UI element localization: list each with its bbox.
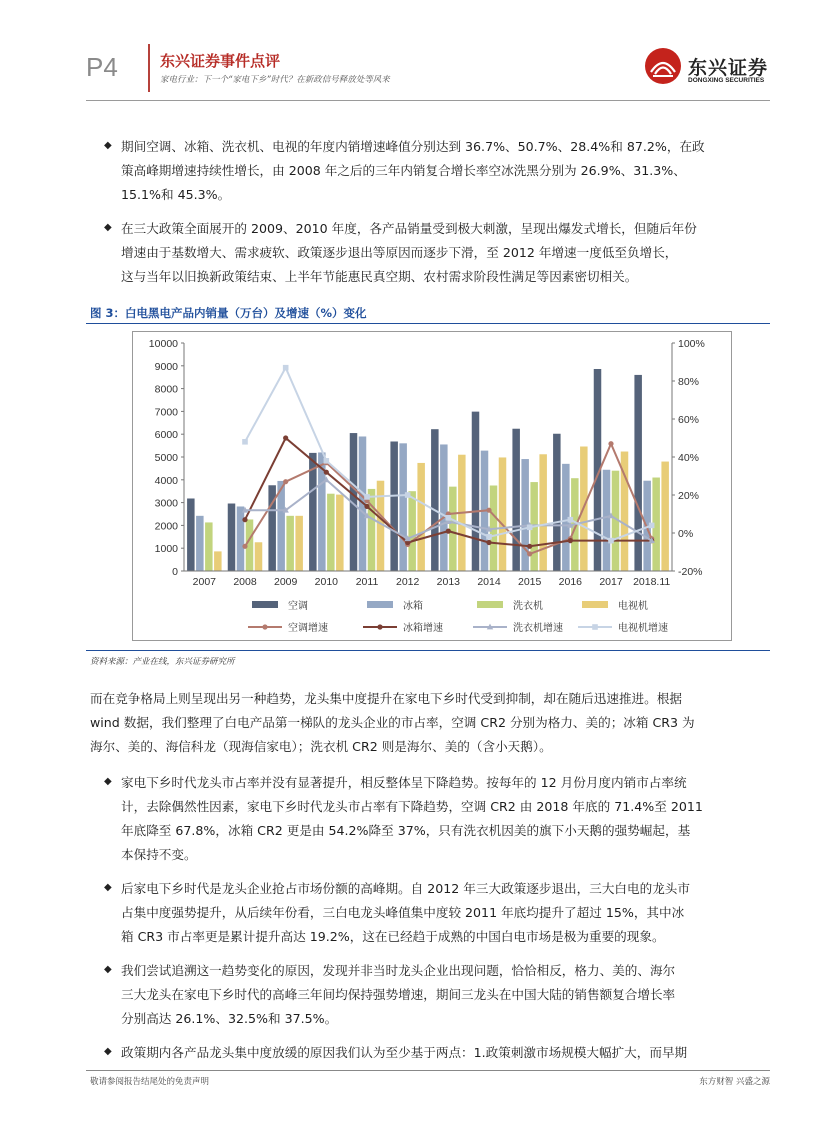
left-tick-label: 5000 <box>154 452 178 464</box>
text-line <box>121 771 687 795</box>
bullet-text-line: 策高峰期增速持续性增长，由 2008 年之后的三年内销复合增长率空冰洗黑分别为 26.9%、31.3%、 <box>121 163 686 178</box>
left-tick-label: 8000 <box>154 383 178 396</box>
bullet-diamond-icon: ◆ <box>104 776 112 787</box>
legend-label: 空调增速 <box>288 623 328 634</box>
bullet-text-line: 增速由于基数增大、需求疲软、政策逐步退出等原因而逐步下滑，至 2012 年增速一度低至负增长， <box>121 245 678 260</box>
bar-冰箱 <box>440 444 448 571</box>
point-电视机增速 <box>446 515 452 521</box>
text-span: 我们尝试追溯这一趋势变化的原因，发现并非当时龙头企业出现问题，恰恰相反， <box>121 963 575 978</box>
category-label: 2008 <box>233 576 257 588</box>
text-line <box>90 735 552 759</box>
bullet-diamond-icon: ◆ <box>104 140 112 151</box>
text-line <box>121 795 703 819</box>
figure-title: 图 3：白电黑电产品内销量（万台）及增速（%）变化 <box>90 306 367 320</box>
bar-空调 <box>431 429 439 571</box>
bar-电视机 <box>214 551 222 571</box>
text-span: 分别高达 26.1%、32.5%和 37.5%。 <box>121 1011 338 1026</box>
category-label: 2014 <box>477 576 501 588</box>
category-label: 2016 <box>558 576 583 588</box>
bold-text: 后家电下乡时代是龙头企业抢占市场份额的高峰期 <box>121 881 399 896</box>
bullet-text-line: 在三大政策全面展开的 2009、2010 年度，各产品销量受到极大刺激，呈现出爆发式增长，但随后年份 <box>121 221 697 236</box>
bar-电视机 <box>295 516 303 571</box>
text-span: 箱 CR3 市占率更是累计提升高达 19.2%，这在已经趋于成熟的中国白电市场是极为重要的现象。 <box>121 929 665 944</box>
category-label: 2018.11 <box>633 576 671 588</box>
text-span: 。自 2012 年三大政策逐步退出，三大白电的龙头市 <box>398 881 690 896</box>
left-tick-label: 9000 <box>154 360 178 373</box>
header-divider <box>148 44 150 92</box>
text-line <box>121 843 197 867</box>
bar-洗衣机 <box>286 516 294 571</box>
right-tick-label: 100% <box>678 338 705 350</box>
bar-电视机 <box>661 462 669 571</box>
bold-text: 三大龙头在家电下乡时代的高峰三年间均保持强势增速 <box>121 987 424 1002</box>
point-电视机增速 <box>649 523 655 529</box>
category-label: 2007 <box>192 576 217 588</box>
bullet-text-line: 15.1%和 45.3%。 <box>121 187 231 202</box>
footer-rule <box>86 1070 770 1071</box>
bar-冰箱 <box>399 443 407 571</box>
right-tick-label: 0% <box>678 528 694 540</box>
point-电视机增速 <box>242 439 248 445</box>
legend-label: 电视机 <box>618 601 648 612</box>
point-电视机增速 <box>568 517 574 523</box>
report-series-title: 东兴证券事件点评 <box>160 52 281 70</box>
category-label: 2013 <box>436 576 461 588</box>
text-line <box>121 819 690 843</box>
point-空调增速 <box>486 508 491 513</box>
text-line <box>121 1007 337 1031</box>
disclaimer-note: 敬请参阅报告结尾处的免责声明 <box>90 1077 210 1087</box>
point-电视机增速 <box>364 494 370 500</box>
bullet-text-line: 这与当年以旧换新政策结束、上半年节能惠民真空期、农村需求阶段性满足等因素密切相关。 <box>121 269 638 284</box>
text-span: 占集中度强势提升，从后续年份看，三白电龙头峰值集中度较 2011 年底均提升了超过 15%，其中冰 <box>121 905 685 920</box>
bar-洗衣机 <box>205 522 213 571</box>
text-line <box>121 877 690 901</box>
point-冰箱增速 <box>364 504 369 509</box>
legend-label: 洗衣机增速 <box>513 623 563 634</box>
point-空调增速 <box>527 551 532 556</box>
text-span: 本保持不变。 <box>121 847 197 862</box>
bar-冰箱 <box>196 516 204 571</box>
logo-text-en: DONGXING SECURITIES <box>688 77 765 84</box>
bar-洗衣机 <box>408 491 416 571</box>
point-电视机增速 <box>324 458 330 464</box>
legend-label: 洗衣机 <box>513 601 543 612</box>
point-空调增速 <box>242 544 247 549</box>
legend-swatch <box>252 601 278 608</box>
point-电视机增速 <box>283 365 289 371</box>
text-span: wind 数据，我们整理了白电产品第一梯队的龙头企业的市占率，空调 CR2 分别为格力、美的；冰箱 CR3 为 <box>90 715 695 730</box>
category-label: 2012 <box>395 576 420 588</box>
legend-swatch <box>367 601 393 608</box>
legend-marker <box>592 624 598 630</box>
left-tick-label: 1000 <box>154 543 178 556</box>
text-span: 而在竞争格局上则呈现出另一种趋势， <box>90 691 305 706</box>
point-电视机增速 <box>527 525 533 531</box>
text-span: ，期间三龙头在中国大陆的销售额复合增长率 <box>423 987 676 1002</box>
bar-洗衣机 <box>327 494 335 571</box>
text-span: 海尔、美的、海信科龙（现海信家电）；洗衣机 CR2 则是海尔、美的（含小天鹅）。 <box>90 739 552 754</box>
logo-text-cn: 东兴证券 <box>688 57 769 79</box>
bold-text: 格力、美的、海尔 <box>574 963 676 978</box>
point-电视机增速 <box>608 538 614 544</box>
point-冰箱增速 <box>486 540 491 545</box>
right-tick-label: 80% <box>678 376 700 388</box>
footer-slogan: 东方财智 兴盛之源 <box>699 1077 770 1087</box>
right-tick-label: -20% <box>678 566 703 578</box>
figure-source: 资料来源：产业在线，东兴证券研究所 <box>90 657 235 667</box>
legend-label: 冰箱增速 <box>403 623 443 634</box>
point-空调增速 <box>283 479 288 484</box>
text-line <box>121 959 675 983</box>
point-冰箱增速 <box>527 544 532 549</box>
category-label: 2015 <box>517 576 542 588</box>
legend-label: 电视机增速 <box>618 623 668 634</box>
text-line <box>121 1041 687 1065</box>
legend-swatch <box>477 601 503 608</box>
text-line <box>121 901 684 925</box>
text-span: 年底降至 67.8%，冰箱 CR2 更是由 54.2%降至 37%，只有洗衣机因美的旗下小天鹅的强势崛起，基 <box>121 823 691 838</box>
right-tick-label: 20% <box>678 490 700 502</box>
legend-marker <box>262 624 267 629</box>
left-tick-label: 3000 <box>154 497 178 510</box>
bar-空调 <box>187 498 195 571</box>
bar-空调 <box>472 412 480 571</box>
point-冰箱增速 <box>283 435 288 440</box>
category-label: 2011 <box>355 576 379 588</box>
left-tick-label: 0 <box>172 566 178 578</box>
category-label: 2017 <box>599 576 623 588</box>
point-电视机增速 <box>486 534 492 540</box>
category-label: 2009 <box>273 576 298 588</box>
point-冰箱增速 <box>568 538 573 543</box>
left-tick-label: 7000 <box>154 406 178 419</box>
page-number: P4 <box>86 52 118 82</box>
bullet-diamond-icon: ◆ <box>104 222 112 233</box>
dongxing-logo-icon <box>645 48 681 84</box>
right-tick-label: 60% <box>678 414 700 426</box>
bullet-text-line: 期间空调、冰箱、洗衣机、电视的年度内销增速峰值分别达到 36.7%、50.7%、28.4%和 87.2%，在政 <box>121 139 705 154</box>
bullet-diamond-icon: ◆ <box>104 1046 112 1057</box>
bar-冰箱 <box>237 506 245 571</box>
bar-空调 <box>553 434 561 571</box>
text-line <box>121 983 675 1007</box>
source-rule <box>86 650 770 651</box>
bar-空调 <box>390 441 398 571</box>
bar-电视机 <box>336 495 344 571</box>
bar-洗衣机 <box>449 487 457 571</box>
legend-label: 空调 <box>288 601 308 612</box>
bar-电视机 <box>539 454 547 571</box>
bold-text: 家电下乡时代龙头市占率并没有显著提升，相反整体呈下降趋势 <box>121 775 474 790</box>
point-冰箱增速 <box>324 470 329 475</box>
text-line <box>121 925 665 949</box>
bar-电视机 <box>417 463 425 571</box>
point-电视机增速 <box>405 492 411 498</box>
bar-空调 <box>228 504 236 571</box>
bar-空调 <box>512 429 520 571</box>
right-tick-label: 40% <box>678 452 700 464</box>
bar-冰箱 <box>603 470 611 571</box>
figure-title-rule <box>86 323 770 324</box>
bar-电视机 <box>499 457 507 571</box>
left-tick-label: 6000 <box>154 429 178 442</box>
left-tick-label: 4000 <box>154 474 178 487</box>
point-冰箱增速 <box>446 529 451 534</box>
left-tick-label: 2000 <box>154 520 178 533</box>
text-span: 政策期内各产品龙头集中度放缓的原因我们认为至少基于两点：1.政策刺激市场规模大幅扩大，而早期 <box>121 1045 688 1060</box>
sales-growth-chart <box>132 331 732 641</box>
left-tick-label: 10000 <box>148 338 178 350</box>
report-subtitle: 家电行业：下一个“家电下乡”时代？在新政信号释放处等风来 <box>160 75 390 85</box>
legend-swatch <box>582 601 608 608</box>
text-line <box>90 687 682 711</box>
text-line <box>90 711 695 735</box>
text-span: 。按每年的 12 月份月度内销市占率统 <box>473 775 687 790</box>
text-span: 计，去除偶然性因素，家电下乡时代龙头市占率有下降趋势，空调 CR2 由 2018 年底的 71.4%至 2011 <box>121 799 703 814</box>
legend-marker <box>377 624 382 629</box>
bar-电视机 <box>255 542 263 571</box>
bullet-diamond-icon: ◆ <box>104 882 112 893</box>
legend-label: 冰箱 <box>403 601 423 612</box>
bold-text: 龙头集中度提升在家电下乡时代受到抑制，却在随后迅速推进 <box>304 691 645 706</box>
text-span: 。根据 <box>644 691 682 706</box>
point-空调增速 <box>608 441 613 446</box>
bullet-diamond-icon: ◆ <box>104 964 112 975</box>
header-rule <box>86 100 770 101</box>
point-冰箱增速 <box>242 517 247 522</box>
category-label: 2010 <box>314 576 339 588</box>
